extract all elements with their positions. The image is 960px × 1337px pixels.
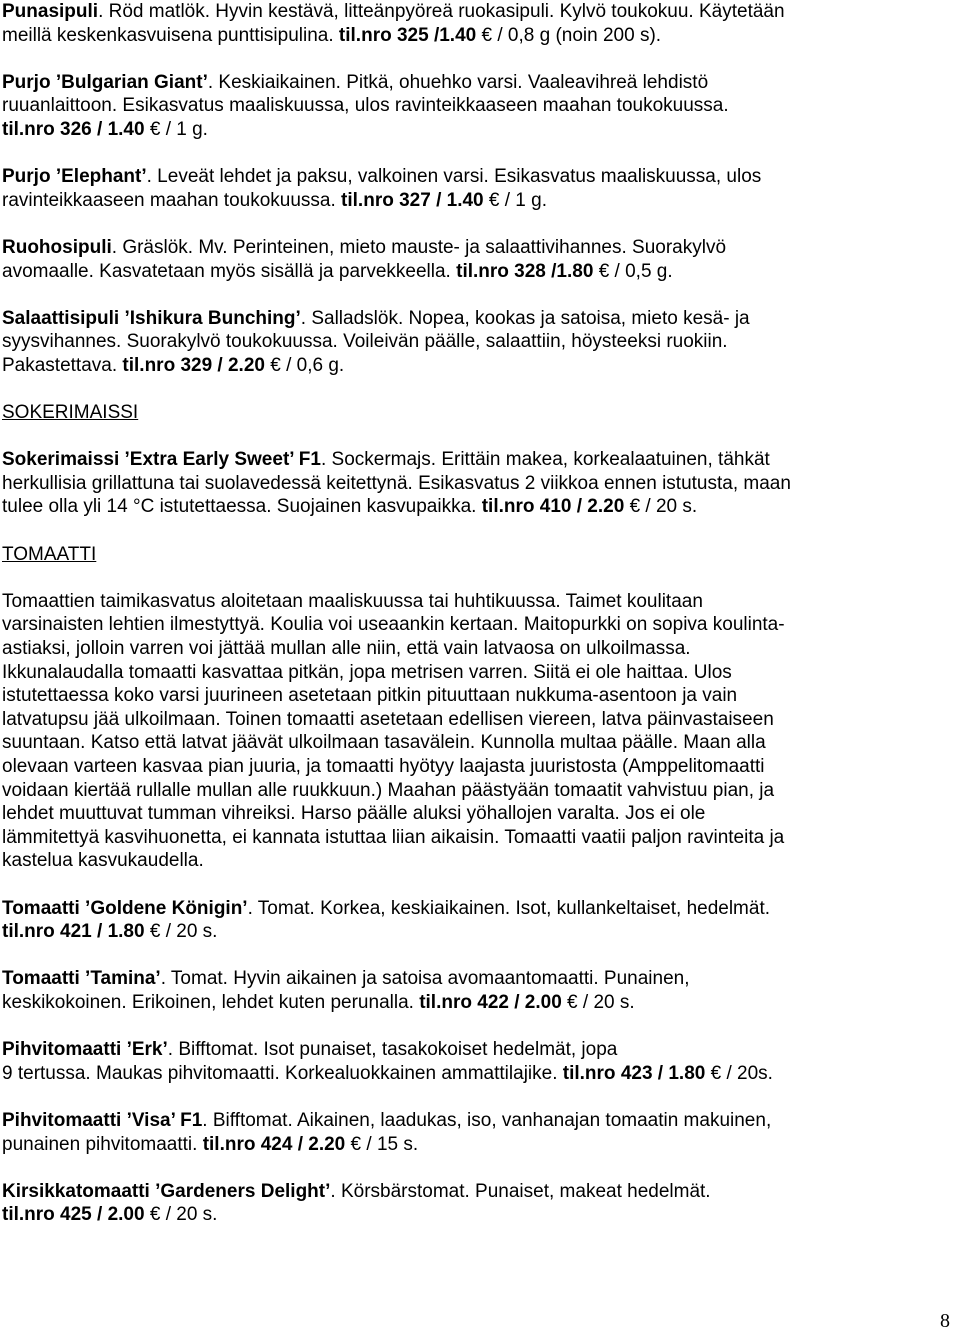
text-run: € / 15 s. xyxy=(345,1133,419,1155)
text-run: suuntaan. Katso että latvat jäävät ulkoilmaan tasavälein. Kunnolla multaa päälle. Maan alla xyxy=(2,732,766,754)
text-line xyxy=(2,661,952,685)
text-line xyxy=(2,1203,952,1227)
text-run: latvatupsu jää ulkoilmaan. Toinen tomaatti asetetaan edellisen viereen, latva päinvastaiseen xyxy=(2,708,774,730)
paragraph-gap xyxy=(2,378,952,402)
text-run: ruuanlaittoon. Esikasvatus maaliskuussa, ulos ravinteikkaaseen maahan toukokuussa. xyxy=(2,95,729,117)
bold-text: Purjo ’Elephant’ xyxy=(2,166,147,188)
text-run: € / 20 s. xyxy=(624,496,698,518)
text-run: meillä keskenkasvuisena punttisipulina. xyxy=(2,24,339,46)
text-run: € / 20s. xyxy=(705,1062,773,1084)
text-line xyxy=(2,401,952,425)
text-line xyxy=(2,590,952,614)
text-line xyxy=(2,779,952,803)
paragraph xyxy=(2,897,952,944)
bold-text: Salaattisipuli ’Ishikura Bunching’ xyxy=(2,307,301,329)
text-line xyxy=(2,472,952,496)
text-line xyxy=(2,495,952,519)
bold-text: til.nro 424 / 2.20 xyxy=(202,1133,346,1155)
paragraph-gap xyxy=(2,1015,952,1039)
text-run: . Leveät lehdet ja paksu, valkoinen varsi. Esikasvatus maaliskuussa, ulos xyxy=(146,166,762,188)
bold-text: til.nro 410 / 2.20 xyxy=(481,496,625,518)
bold-text: Ruohosipuli xyxy=(2,236,112,258)
text-run: 9 tertussa. Maukas pihvitomaatti. Korkealuokkainen ammattilajike. xyxy=(2,1062,563,1084)
text-line xyxy=(2,731,952,755)
bold-text: Kirsikkatomaatti ’Gardeners Delight’ xyxy=(2,1180,331,1202)
text-run: € / 1 g. xyxy=(144,118,208,140)
bold-text: Tomaatti ’Tamina’ xyxy=(2,968,161,990)
text-line xyxy=(2,967,952,991)
paragraph-gap xyxy=(2,1085,952,1109)
text-run: olevaan varteen kasvaa pian juuria, ja tomaatti hyötyy laajasta juuristosta (Amppelitomaatti xyxy=(2,756,765,777)
paragraph xyxy=(2,307,952,378)
text-run: varsinaisten lehtien ilmestyttyä. Koulia voi useaankin kertaan. Maitopurkki on sopiva koulinta- xyxy=(2,614,785,636)
text-run: kastelua kasvukaudella. xyxy=(2,850,204,872)
text-run: tulee olla yli 14 °C istutettaessa. Suojainen kasvupaikka. xyxy=(2,496,482,518)
text-line xyxy=(2,1133,952,1157)
bold-text: til.nro 326 / 1.40 xyxy=(2,118,145,140)
text-run: keskikokoinen. Erikoinen, lehdet kuten perunalla. xyxy=(2,991,420,1013)
paragraph-gap xyxy=(2,425,952,449)
text-line xyxy=(2,1062,952,1086)
text-run: € / 0,8 g (noin 200 s). xyxy=(476,24,662,46)
section-heading xyxy=(2,543,952,567)
text-line xyxy=(2,543,952,567)
text-line xyxy=(2,849,952,873)
text-line xyxy=(2,24,952,48)
text-line xyxy=(2,613,952,637)
text-line xyxy=(2,1180,952,1204)
text-run: istutettaessa koko varsi juurineen asetetaan pitkin pituuttaan nukkuma-asentoon ja vain xyxy=(2,685,738,707)
bold-text: til.nro 422 / 2.00 xyxy=(419,991,562,1013)
text-run: lehdet muuttuvat tumman vihreiksi. Harso päälle aluksi yöhallojen varalta. Jos ei ole xyxy=(2,803,706,825)
text-run: syysvihannes. Suorakylvö toukokuussa. Voileivän päälle, salaattiin, höysteeksi ruokiin. xyxy=(2,331,728,353)
text-run: Pakastettava. xyxy=(2,354,123,376)
bold-text: Purjo ’Bulgarian Giant’ xyxy=(2,71,208,93)
text-run: € / 20 s. xyxy=(144,1204,218,1226)
bold-text: Sokerimaissi ’Extra Early Sweet’ F1 xyxy=(2,449,321,471)
text-run: . Röd matlök. Hyvin kestävä, litteänpyöreä ruokasipuli. Kylvö toukokuu. Käytetään xyxy=(98,1,785,22)
text-line xyxy=(2,802,952,826)
paragraph-gap xyxy=(2,47,952,71)
text-run: SOKERIMAISSI xyxy=(2,402,139,424)
text-run: avomaalle. Kasvatetaan myös sisällä ja parvekkeella. xyxy=(2,260,457,282)
bold-text: til.nro 327 / 1.40 xyxy=(341,189,484,211)
paragraph-gap xyxy=(2,519,952,543)
paragraph xyxy=(2,236,952,283)
text-line xyxy=(2,637,952,661)
text-line xyxy=(2,448,952,472)
text-run: € / 20 s. xyxy=(144,921,218,943)
text-line xyxy=(2,708,952,732)
paragraph-gap xyxy=(2,873,952,897)
text-line xyxy=(2,991,952,1015)
text-run: lämmitettyä kasvihuonetta, ei kannata istuttaa liian aikaisin. Tomaatti vaatii paljon ravinteita ja xyxy=(2,826,785,848)
text-line xyxy=(2,330,952,354)
bold-text: Tomaatti ’Goldene Königin’ xyxy=(2,897,248,919)
text-run: punainen pihvitomaatti. xyxy=(2,1133,203,1155)
bold-text: til.nro 329 / 2.20 xyxy=(122,354,265,376)
text-line xyxy=(2,71,952,95)
bold-text: til.nro 421 / 1.80 xyxy=(2,921,145,943)
bold-text: til.nro 325 /1.40 xyxy=(338,24,477,46)
paragraph xyxy=(2,1180,952,1227)
text-line xyxy=(2,189,952,213)
text-line xyxy=(2,826,952,850)
text-line xyxy=(2,897,952,921)
text-run: . Keskiaikainen. Pitkä, ohuehko varsi. Vaaleavihreä lehdistö xyxy=(207,71,709,93)
paragraph-gap xyxy=(2,566,952,590)
page-number: 8 xyxy=(940,1310,950,1332)
paragraph xyxy=(2,165,952,212)
text-run: . Körsbärstomat. Punaiset, makeat hedelmät. xyxy=(330,1180,711,1202)
bold-text: Pihvitomaatti ’Visa’ F1 xyxy=(2,1109,203,1131)
text-run: € / 0,5 g. xyxy=(593,260,673,282)
text-run: . Gräslök. Mv. Perinteinen, mieto mauste- ja salaattivihannes. Suorakylvö xyxy=(111,236,727,258)
paragraph xyxy=(2,1109,952,1156)
text-run: € / 1 g. xyxy=(483,189,547,211)
text-run: ravinteikkaaseen maahan toukokuussa. xyxy=(2,189,342,211)
paragraph xyxy=(2,448,952,519)
text-run: Ikkunalaudalla tomaatti kasvattaa pitkän, jopa metrisen varren. Siitä ei ole haittaa. Ulos xyxy=(2,661,732,683)
text-line xyxy=(2,755,952,779)
text-line xyxy=(2,1109,952,1133)
text-line xyxy=(2,94,952,118)
text-run: . Tomat. Korkea, keskiaikainen. Isot, kullankeltaiset, hedelmät. xyxy=(247,897,771,919)
paragraph-gap xyxy=(2,944,952,968)
text-line xyxy=(2,307,952,331)
bold-text: til.nro 425 / 2.00 xyxy=(2,1204,145,1226)
paragraph xyxy=(2,0,952,47)
text-line xyxy=(2,0,952,24)
text-run: . Tomat. Hyvin aikainen ja satoisa avomaantomaatti. Punainen, xyxy=(160,968,690,990)
bold-text: Pihvitomaatti ’Erk’ xyxy=(2,1039,168,1061)
text-run: . Sockermajs. Erittäin makea, korkealaatuinen, tähkät xyxy=(320,449,770,471)
bold-text: Punasipuli xyxy=(2,1,99,22)
text-line xyxy=(2,684,952,708)
paragraph-gap xyxy=(2,283,952,307)
text-line xyxy=(2,920,952,944)
text-run: . Bifftomat. Isot punaiset, tasakokoiset hedelmät, jopa xyxy=(167,1039,618,1061)
paragraph-gap xyxy=(2,212,952,236)
text-run: herkullisia grillattuna tai suolavedessä keitettynä. Esikasvatus 2 viikkoa ennen istutusta, maan xyxy=(2,472,791,494)
text-line xyxy=(2,236,952,260)
paragraph-gap xyxy=(2,142,952,166)
bold-text: til.nro 423 / 1.80 xyxy=(562,1062,706,1084)
paragraph-gap xyxy=(2,1156,952,1180)
paragraph xyxy=(2,1038,952,1085)
text-run: Tomaattien taimikasvatus aloitetaan maaliskuussa tai huhtikuussa. Taimet koulitaan xyxy=(2,590,703,612)
text-run: € / 20 s. xyxy=(561,991,635,1013)
section-heading xyxy=(2,401,952,425)
text-line xyxy=(2,118,952,142)
text-run: TOMAATTI xyxy=(2,543,97,565)
text-line xyxy=(2,165,952,189)
text-run: € / 0,6 g. xyxy=(264,354,345,376)
text-line xyxy=(2,260,952,284)
text-line xyxy=(2,1038,952,1062)
text-line xyxy=(2,354,952,378)
paragraph xyxy=(2,71,952,142)
document-body xyxy=(2,0,952,1227)
text-run: voidaan kiertää rullalle mullan alle ruukkuun.) Maahan päästyään tomaatit vahvistuu pian, ja xyxy=(2,779,775,801)
text-run: . Bifftomat. Aikainen, laadukas, iso, vanhanajan tomaatin makuinen, xyxy=(202,1109,772,1131)
paragraph xyxy=(2,967,952,1014)
bold-text: til.nro 328 /1.80 xyxy=(456,260,594,282)
text-run: astiaksi, jolloin varren voi jättää mullan alle niin, että vain latvaosa on ulkoilmassa. xyxy=(2,638,691,660)
text-run: . Salladslök. Nopea, kookas ja satoisa, mieto kesä- ja xyxy=(300,307,750,329)
paragraph xyxy=(2,590,952,873)
